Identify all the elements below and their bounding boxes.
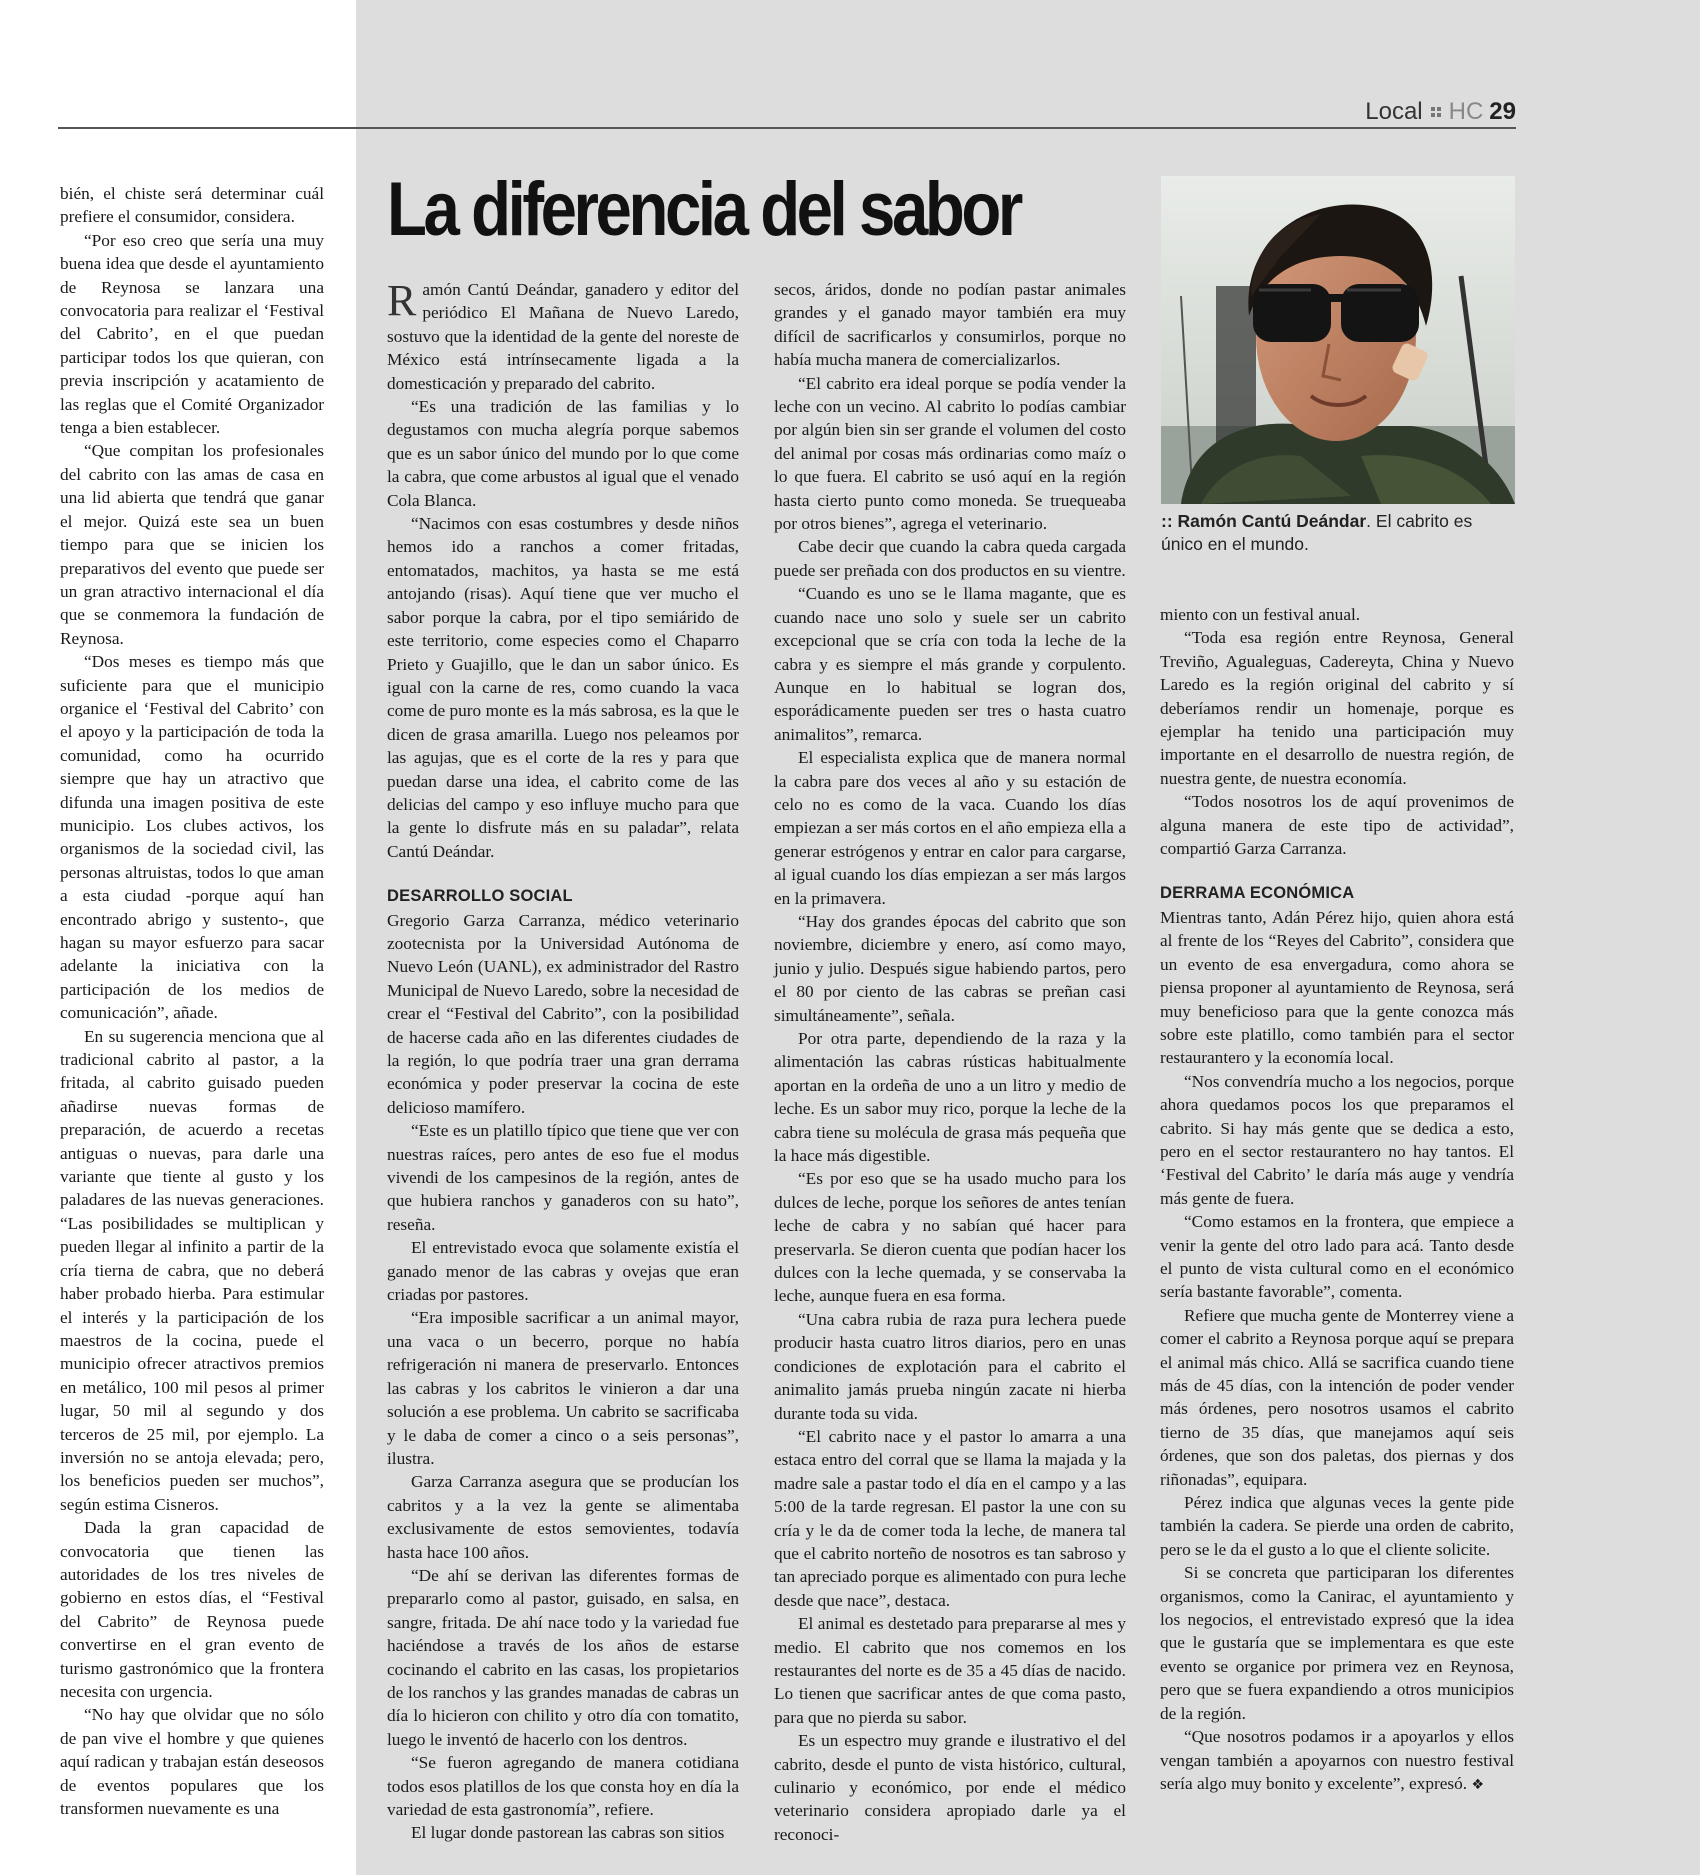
- paragraph: “Hay dos grandes épocas del cabrito que son noviembre, diciembre y enero, así como mayo, junio y julio. Después sigue habiendo partos, pero el 80 por ciento de las cabras se preñan casi simultáneamente”, señala.: [774, 911, 1126, 1025]
- drop-cap: R: [387, 276, 417, 325]
- separator-dots-icon: [1431, 107, 1441, 117]
- paragraph: Mientras tanto, Adán Pérez hijo, quien ahora está al frente de los “Reyes del Cabrito”, considera que un evento de esa envergadura, como ahora se piensa proponer al ayuntamiento de Reynosa, será muy beneficioso para que la gente conozca más sobre este platillo, como también para el sector restaurantero y la economía local.: [1160, 907, 1514, 1068]
- paragraph: Pérez indica que algunas veces la gente pide también la cadera. Se pierde una orden de cabrito, pero se le da el gusto a lo que el cliente solicite.: [1160, 1493, 1514, 1559]
- paragraph: “Todos nosotros los de aquí provenimos de alguna manera de este tipo de actividad”, compartió Garza Carranza.: [1160, 792, 1514, 859]
- column-2: [387, 278, 739, 1845]
- paragraph: Garza Carranza asegura que se producían los cabritos y a la vez la gente se alimentaba exclusivamente de estos semovientes, todavía hasta hace 100 años.: [387, 1472, 739, 1562]
- subheading-desarrollo-social: DESARROLLO SOCIAL: [387, 887, 573, 906]
- paragraph: “Toda esa región entre Reynosa, General Treviño, Agualeguas, Cadereyta, China y Nuevo Laredo es la región original del cabrito y sí deberíamos rendir un homenaje, porque es ejemplar ha tenido una participación muy importante en el desarrollo de nuestra región, de nuestra gente, de nuestra economía.: [1160, 628, 1514, 788]
- paragraph: Gregorio Garza Carranza, médico veterinario zootecnista por la Universidad Autónoma de Nuevo León (UANL), ex administrador del Rastro Municipal de Nuevo Laredo, sobre la necesidad de crear el “Festival del Cabrito”, con la posibilidad de hacerse cada año en las diferentes ciudades de la región, lo que podría traer una gran derrama económica y poder preservar la cocina de este delicioso mamífero.: [387, 910, 739, 1117]
- paragraph: bién, el chiste será determinar cuál prefiere el consumidor, considera.: [60, 184, 324, 227]
- paragraph: “El cabrito era ideal porque se podía vender la leche con un vecino. Al cabrito lo podías cambiar por algún bien sin ser grande el volumen del costo del animal por cosas más ordinarias como maíz o lo que fuera. El cabrito se usó aquí en la región hasta cierto punto como moneda. Se truequeaba por otros bienes”, agrega el veterinario.: [774, 373, 1126, 534]
- lead-text: amón Cantú Deándar, ganadero y editor del periódico El Mañana de Nuevo Laredo, sostuvo que la identidad de la gente del noreste de México está intrínsecamente ligada a la domesticación y preparado del cabrito.: [387, 280, 739, 393]
- paragraph: “Cuando es uno se le llama magante, que es cuando nace uno solo y suele ser un cabrito excepcional que se cría con toda la leche de la cabra y es siempre el más grande y corpulento. Aunque en lo habitual se logran dos, esporádicamente pueden ser tres o hasta cuatro animalitos”, remarca.: [774, 584, 1126, 744]
- paragraph: “El cabrito nace y el pastor lo amarra a una estaca entro del corral que se llama la majada y la madre sale a pastar todo el día en el campo y a las 5:00 de la tarde regresan. El pastor la une con su cría y le da de comer toda la leche, de manera tal que el cabrito norteño de nosotros es tan sabroso y tan apreciado porque es alimentado con pura leche desde que nace”, destaca.: [774, 1426, 1126, 1610]
- column-3: [774, 278, 1126, 1846]
- subheading-derrama-economica: DERRAMA ECONÓMICA: [1160, 884, 1355, 903]
- lead-paragraph: [387, 278, 739, 395]
- paragraph: “Es por eso que se ha usado mucho para los dulces de leche, porque los señores de antes tenían leche de cabra y no sabían qué hacer para preservarla. Se dieron cuenta que podían hacer los dulces con la leche quemada, y se conservaba la leche, aunque fuera en esa forma.: [774, 1169, 1126, 1306]
- header-rule: [58, 127, 1516, 129]
- caption-name: Ramón Cantú Deándar: [1177, 511, 1367, 531]
- paragraph: Por otra parte, dependiendo de la raza y la alimentación las cabras rústicas habitualmente aportan en la ordeña de uno a un litro y medio de leche. Es un sabor muy rico, porque la leche de la cabra tiene su molécula de grasa más pequeña que la hace más digestible.: [774, 1029, 1126, 1166]
- section-label: Local: [1365, 98, 1423, 125]
- paragraph: “No hay que olvidar que no sólo de pan vive el hombre y que quienes aquí radican y trabajan están deseosos de eventos populares que los transformen nuevamente es una: [60, 1705, 324, 1819]
- paragraph: “Que compitan los profesionales del cabrito con las amas de casa en una lid abierta que tendrá que ganar el mejor. Quizá este sea un buen tiempo para que se inicien los preparativos del evento que puede ser un gran atractivo internacional el día que se conmemora la fundación de Reynosa.: [60, 441, 324, 648]
- caption-marker-icon: ::: [1161, 511, 1173, 531]
- paragraph: “Este es un platillo típico que tiene que ver con nuestras raíces, pero antes de eso fue el modus vivendi de los campesinos de la región, antes de que hubiera ranchos y ganaderos con su hato”, reseña.: [387, 1121, 739, 1234]
- paragraph: miento con un festival anual.: [1160, 605, 1361, 624]
- paragraph: En su sugerencia menciona que al tradicional cabrito al pastor, a la fritada, al cabrito guisado pueden añadirse nuevas formas de preparación, de acuerdo a recetas antiguas o nuevas, para darle una variante que tiente al gusto y los paladares de las nuevas generaciones. “Las posibilidades se multiplican y pueden llegar al infinito a partir de la cría tierna de cabra, que no deberá haber probado hierba. Para estimular el interés y la participación de los maestros de la cocina, puede el municipio ofrecer atractivos premios en metálico, 100 mil pesos al primer lugar, 50 mil al segundo y dos terceros de 25 mil, por ejemplo. La inversión no se antoja elevada; pero, los beneficios pueden ser muchos”, según estima Cisneros.: [60, 1026, 324, 1514]
- paragraph: Es un espectro muy grande e ilustrativo el del cabrito, desde el punto de vista histórico, cultural, culinario y económico, por ende el médico veterinario considera apropiado darle ya el reconoci-: [774, 1731, 1126, 1844]
- paragraph: “Como estamos en la frontera, que empiece a venir la gente del otro lado para acá. Tanto desde el punto de vista cultural como en el económico sería bastante favorable”, comenta.: [1160, 1212, 1514, 1302]
- paragraph: “Es una tradición de las familias y lo degustamos con mucha alegría porque sabemos que es un sabor único del mundo por lo que come la cabra, que come arbustos al igual que el venado Cola Blanca.: [387, 397, 739, 510]
- column-1: [60, 182, 324, 1820]
- portrait-illustration: [1161, 176, 1515, 504]
- paragraph: “Era imposible sacrificar a un animal mayor, una vaca o un becerro, porque no había refrigeración ni manera de preservarlo. Entonces las cabras y los cabritos le vinieron a dar una solución a ese problema. Un cabrito se sacrificaba y le daba de comer a cinco o a seis personas”, ilustra.: [387, 1308, 739, 1468]
- publication-label: HC: [1448, 98, 1484, 125]
- paragraph: “Se fueron agregando de manera cotidiana todos esos platillos de los que consta hoy en día la variedad de esta gastronomía”, refiere.: [387, 1753, 739, 1819]
- paragraph: “Nos convendría mucho a los negocios, porque ahora quedamos pocos los que preparamos el cabrito. Si hay más gente que se dedica a esto, pero en el sector restaurantero no hay tantos. El ‘Festival del Cabrito’ le daría más auge y vendría más gente de fuera.: [1160, 1071, 1514, 1208]
- paragraph: “Dos meses es tiempo más que suficiente para que el municipio organice el ‘Festival del Cabrito’ con el apoyo y la participación de toda la comunidad, como ha ocurrido siempre que hay un atractivo que difunda una imagen positiva de este municipio. Los clubes activos, los organismos de la sociedad civil, las personas altruistas, todos lo que aman a esta ciudad -porque aquí han encontrado abrigo y sustento-, que hagan su mayor esfuerzo para sacar adelante la iniciativa con la participación de los medios de comunicación”, añade.: [60, 652, 324, 1023]
- paragraph: Dada la gran capacidad de convocatoria que tienen las autoridades de los tres niveles de gobierno en estos días, el “Festival del Cabrito” de Reynosa puede convertirse en el gran evento de turismo gastronómico que la frontera necesita con urgencia.: [60, 1518, 324, 1701]
- paragraph: “Una cabra rubia de raza pura lechera puede producir hasta cuatro litros diarios, pero en unas condiciones de explotación para el cabrito el animalito jamás prueba ningún zacate ni hierba durante toda su vida.: [774, 1309, 1126, 1423]
- paragraph: “Nacimos con esas costumbres y desde niños hemos ido a ranchos a comer fritadas, entomatados, machitos, ya hasta se me está antojando (risas). Aquí tiene que ver mucho el sabor porque la cabra, por el tipo semiárido de este territorio, come especies como el Chaparro Prieto y Guajillo, que le dan un sabor único. Es igual con la carne de res, como cuando la vaca come de puro monte es la más sabrosa, es la que le dicen de grasa amarilla. Luego nos peleamos por las agujas, que es el corte de la res y para que puedan darse una idea, el cabrito come de las delicias del campo y eso influye mucho para que la gente lo disfrute más en su paladar”, relata Cantú Deándar.: [387, 514, 739, 861]
- paragraph: Refiere que mucha gente de Monterrey viene a comer el cabrito a Reynosa porque aquí se prepara el animal más chico. Allá se sacrifica cuando tiene más de 45 días, con la intención de poder vender más órdenes, pero nosotros usamos el cabrito tierno de 35 días, que manejamos aquí seis órdenes, que son dos paletas, dos piernas y dos riñonadas”, equipara.: [1160, 1305, 1514, 1489]
- paragraph: Si se concreta que participaran los diferentes organismos, como la Canirac, el ayuntamiento y los negocios, el entrevistado expresó que la idea que le gustaría que se implementara es que este evento se organice por primera vez en Reynosa, pero que se fuera expandiendo a otros municipios de la región.: [1160, 1563, 1514, 1723]
- page-header: [1365, 98, 1516, 126]
- paragraph: Cabe decir que cuando la cabra queda cargada puede ser preñada con dos productos en su vientre.: [774, 537, 1126, 580]
- paragraph: secos, áridos, donde no podían pastar animales grandes y el ganado mayor también era muy difícil de sacrificarlos y consumirlos, porque no había mucha manera de comercializarlos.: [774, 280, 1126, 370]
- photo-caption: [1161, 510, 1515, 556]
- closing-text: “Que nosotros podamos ir a apoyarlos y ellos vengan también a apoyarnos con nuestro festival sería algo muy bonito y excelente”, expresó.: [1160, 1727, 1514, 1793]
- caption-text: . El cabrito es único en el mundo.: [1161, 511, 1473, 554]
- column-4: [1160, 603, 1514, 1797]
- paragraph: El animal es destetado para prepararse al mes y medio. El cabrito que nos comemos en los restaurantes del norte es de 35 a 45 días de nacido. Lo tienen que sacrificar antes de que coma pasto, para que no pierda su sabor.: [774, 1614, 1126, 1727]
- article-headline: La diferencia del sabor: [387, 167, 1020, 252]
- paragraph: “De ahí se derivan las diferentes formas de prepararlo como al pastor, guisado, en salsa, en sangre, fritada. De ahí nace todo y la variedad fue haciéndose a través de los años de estarse cocinando el cabrito en las casas, los propietarios de los ranchos y las grandes manadas de cabras un día lo hicieron con chilito y otro día con tomatito, luego le inventó de hacerlo con los dentros.: [387, 1565, 739, 1749]
- paragraph: El especialista explica que de manera normal la cabra pare dos veces al año y su estación de celo no es como de la vaca. Cuando los días empiezan a ser más cortos en el año empieza ella a generar estrógenos y entrar en calor para cargarse, al igual cuando los días empiezan a ser más largos en la primavera.: [774, 748, 1126, 908]
- portrait-photo: [1161, 176, 1515, 504]
- paragraph: El lugar donde pastorean las cabras son sitios: [411, 1823, 725, 1843]
- closing-paragraph: [1160, 1725, 1514, 1797]
- end-mark-icon: ❖: [1471, 1776, 1485, 1793]
- paragraph: “Por eso creo que sería una muy buena idea que desde el ayuntamiento de Reynosa se lanzara una convocatoria para realizar el ‘Festival del Cabrito’, en el que puedan participar todos los que quieran, con previa inscripción y acatamiento de las reglas que el Comité Organizador tenga a bien establecer.: [60, 230, 324, 438]
- page-number: 29: [1489, 98, 1516, 125]
- paragraph: El entrevistado evoca que solamente existía el ganado menor de las cabras y ovejas que eran criadas por pastores.: [387, 1238, 739, 1305]
